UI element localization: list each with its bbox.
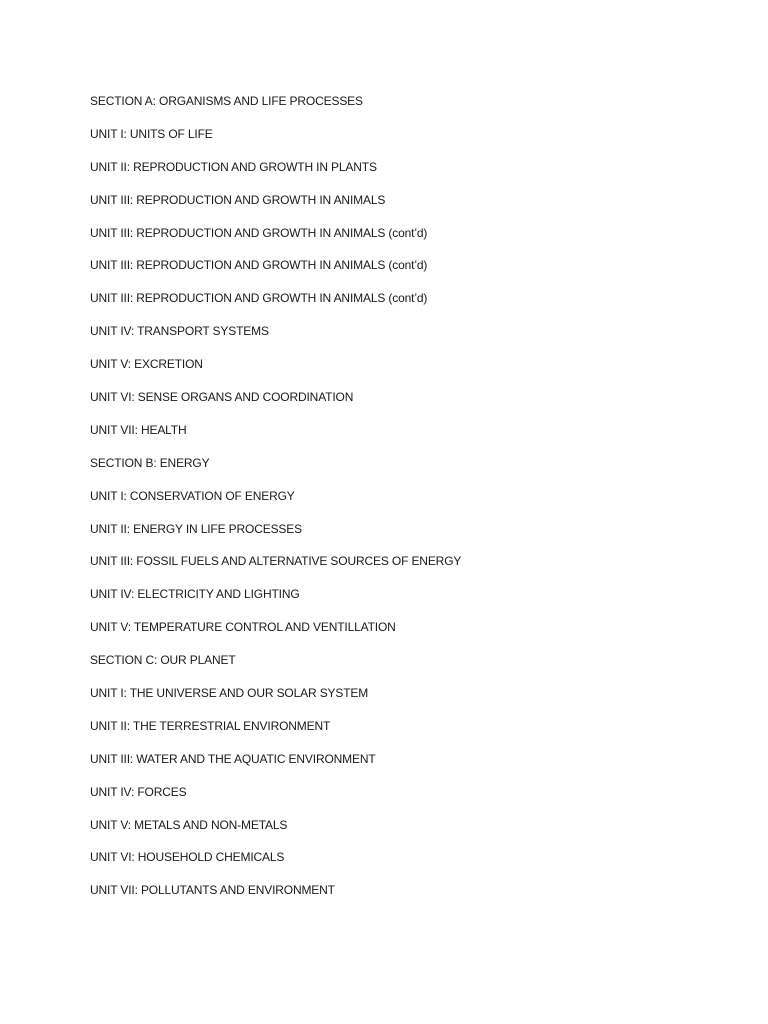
unit-line: UNIT III: REPRODUCTION AND GROWTH IN ANIMALS xyxy=(90,192,386,207)
unit-line: UNIT VI: SENSE ORGANS AND COORDINATION xyxy=(90,390,354,405)
unit-line: UNIT III: WATER AND THE AQUATIC ENVIRONMENT xyxy=(90,751,376,766)
section-heading-a: SECTION A: ORGANISMS AND LIFE PROCESSES xyxy=(90,94,363,108)
unit-line: UNIT V: EXCRETION xyxy=(90,357,203,372)
unit-line: UNIT V: METALS AND NON-METALS xyxy=(90,817,288,832)
unit-line: UNIT I: UNITS OF LIFE xyxy=(90,126,213,141)
unit-line: UNIT II: REPRODUCTION AND GROWTH IN PLANTS xyxy=(90,159,377,174)
unit-line: UNIT IV: FORCES xyxy=(90,784,187,799)
unit-line: UNIT II: THE TERRESTRIAL ENVIRONMENT xyxy=(90,718,331,733)
unit-line: UNIT VII: HEALTH xyxy=(90,422,187,437)
unit-line: UNIT III: REPRODUCTION AND GROWTH IN ANIMALS (cont’d) xyxy=(90,291,428,306)
unit-line: UNIT VI: HOUSEHOLD CHEMICALS xyxy=(90,850,285,865)
unit-line: UNIT IV: TRANSPORT SYSTEMS xyxy=(90,324,269,339)
unit-line: UNIT V: TEMPERATURE CONTROL AND VENTILLATION xyxy=(90,620,396,635)
unit-line: UNIT IV: ELECTRICITY AND LIGHTING xyxy=(90,587,300,602)
unit-line: UNIT II: ENERGY IN LIFE PROCESSES xyxy=(90,521,302,536)
unit-line: UNIT I: CONSERVATION OF ENERGY xyxy=(90,488,295,503)
contents-list xyxy=(90,93,730,915)
unit-line: UNIT III: REPRODUCTION AND GROWTH IN ANIMALS (cont’d) xyxy=(90,258,428,273)
section-heading-b: SECTION B: ENERGY xyxy=(90,455,210,470)
unit-line: UNIT I: THE UNIVERSE AND OUR SOLAR SYSTEM xyxy=(90,686,369,701)
unit-line: UNIT VII: POLLUTANTS AND ENVIRONMENT xyxy=(90,883,335,898)
unit-line: UNIT III: FOSSIL FUELS AND ALTERNATIVE SOURCES OF ENERGY xyxy=(90,554,462,569)
section-heading-c: SECTION C: OUR PLANET xyxy=(90,653,236,668)
document-page xyxy=(90,93,730,915)
unit-line: UNIT III: REPRODUCTION AND GROWTH IN ANIMALS (cont’d) xyxy=(90,225,428,240)
